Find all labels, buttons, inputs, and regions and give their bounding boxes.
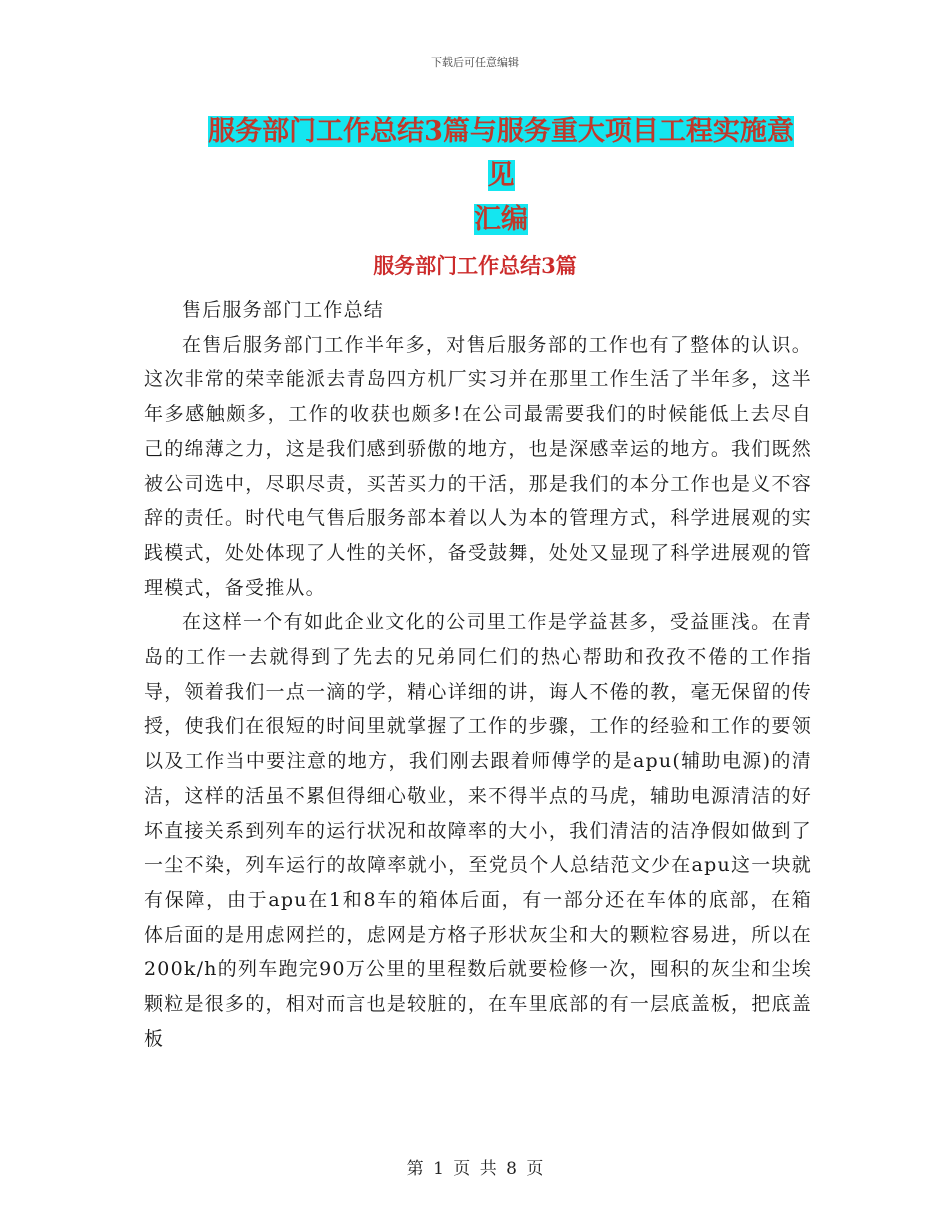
page-number-footer: 第 1 页 共 8 页	[406, 1159, 544, 1179]
document-title	[196, 110, 806, 242]
document-title-line-1: 服务部门工作总结3篇与服务重大项目工程实施意见	[208, 116, 794, 191]
paragraph: 在售后服务部门工作半年多，对售后服务部的工作也有了整体的认识。这次非常的荣幸能派去青岛四方机厂实习并在那里工作生活了半年多，这半年多感触颇多，工作的收获也颇多!在公司最需要我们的时候能低上去尽自己的绵薄之力，这是我们感到骄傲的地方，也是深感幸运的地方。我们既然被公司选中，尽职尽责，买苦买力的干活，那是我们的本分工作也是义不容辞的责任。时代电气售后服务部本着以人为本的管理方式，科学进展观的实践模式，处处体现了人性的关怀，备受鼓舞，处处又显现了科学进展观的管理模式，备受推从。	[144, 333, 812, 599]
paragraph: 在这样一个有如此企业文化的公司里工作是学益甚多，受益匪浅。在青岛的工作一去就得到了先去的兄弟同仁们的热心帮助和孜孜不倦的工作指导，领着我们一点一滴的学，精心详细的讲，诲人不倦的教，毫无保留的传授，使我们在很短的时间里就掌握了工作的步骤，工作的经验和工作的要领以及工作当中要注意的地方，我们刚去跟着师傅学的是apu(辅助电源)的清洁，这样的活虽不累但得细心敬业，来不得半点的马虎，辅助电源清洁的好坏直接关系到列车的运行状况和故障率的大小，我们清洁的洁净假如做到了一尘不染，列车运行的故障率就小，至党员个人总结范文少在apu这一块就有保障，由于apu在1和8车的箱体后面，有一部分还在车体的底部，在箱体后面的是用虑网拦的，虑网是方格子形状灰尘和大的颗粒容易进，所以在200k/h的列车跑完90万公里的里程数后就要检修一次，囤积的灰尘和尘埃颗粒是很多的，相对而言也是较脏的，在车里底部的有一层底盖板，把底盖板	[144, 611, 812, 1050]
header-note: 下载后可任意编辑	[431, 56, 519, 69]
document-title-line-2: 汇编	[474, 204, 528, 235]
body-text	[144, 293, 812, 1056]
paragraph: 售后服务部门工作总结	[182, 299, 385, 321]
section-title: 服务部门工作总结3篇	[373, 253, 577, 278]
